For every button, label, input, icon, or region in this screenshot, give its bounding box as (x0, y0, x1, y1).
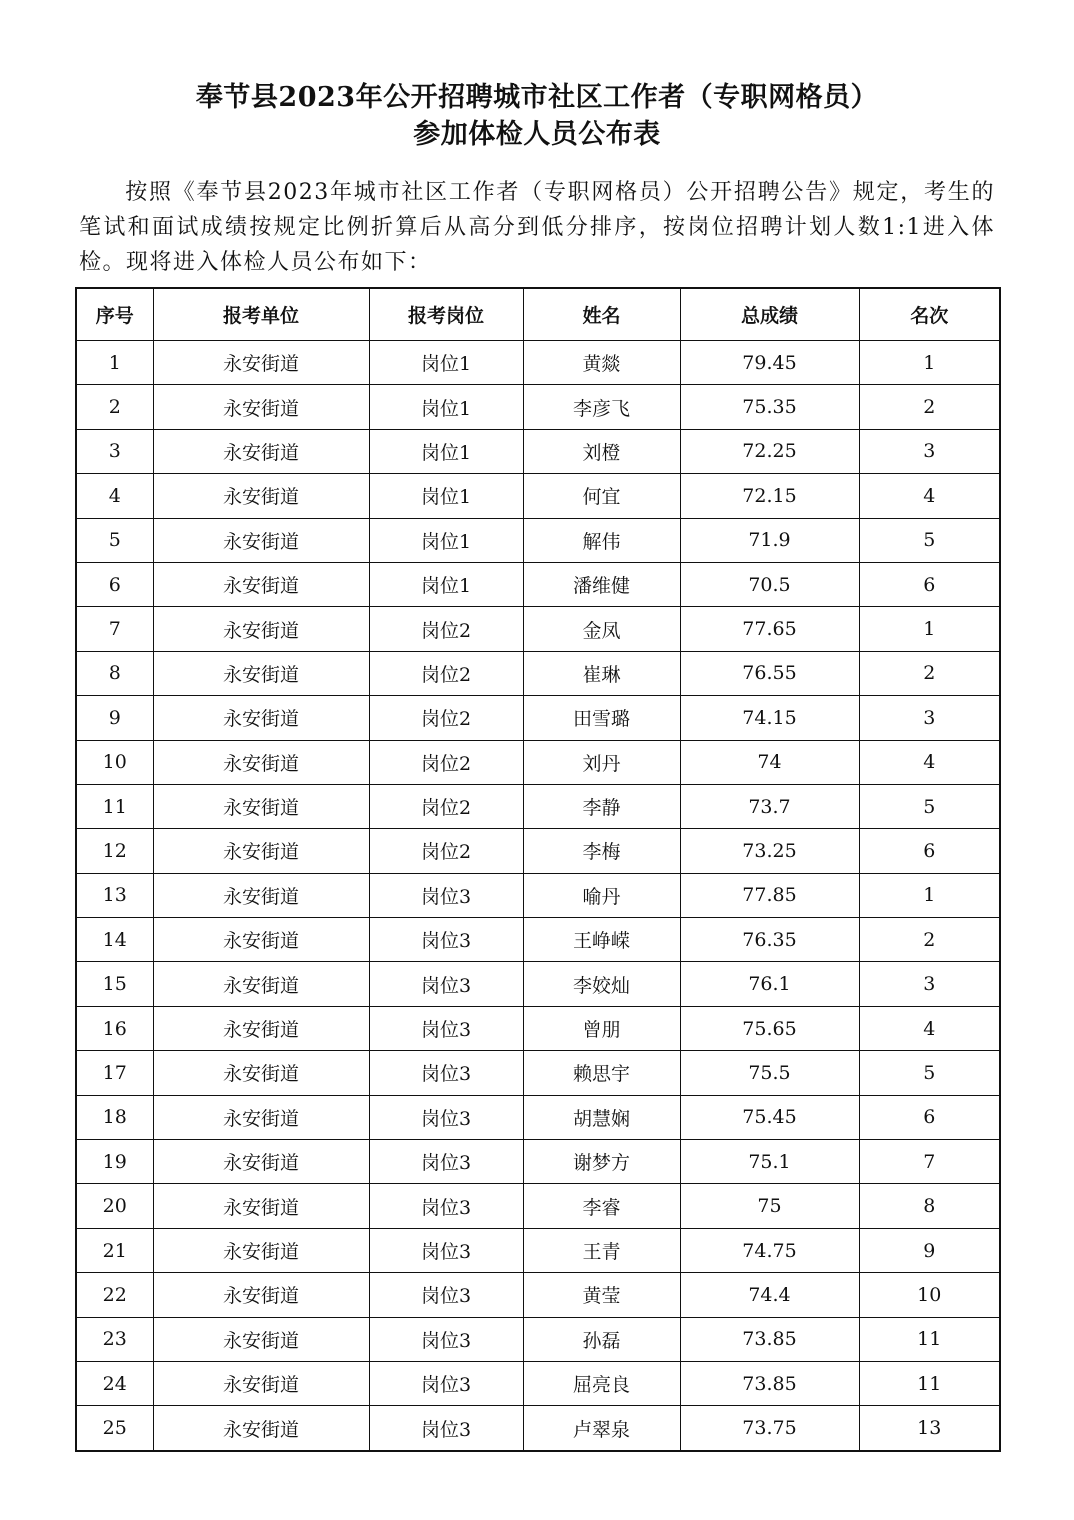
cell-score: 74.75 (680, 1228, 859, 1272)
cell-score: 74.4 (680, 1273, 859, 1317)
cell-unit: 永安街道 (153, 784, 369, 828)
cell-unit: 永安街道 (153, 1228, 369, 1272)
header-rank: 名次 (859, 288, 1000, 341)
cell-seq: 15 (76, 962, 153, 1006)
cell-unit: 永安街道 (153, 341, 369, 385)
table-row (76, 1184, 1000, 1228)
cell-rank: 9 (859, 1228, 1000, 1272)
cell-score: 73.85 (680, 1317, 859, 1361)
cell-name: 喻丹 (523, 873, 680, 917)
cell-score: 75.35 (680, 385, 859, 429)
table-row (76, 1273, 1000, 1317)
table-row (76, 1361, 1000, 1405)
cell-rank: 4 (859, 1006, 1000, 1050)
cell-name: 李睿 (523, 1184, 680, 1228)
cell-position: 岗位3 (369, 1406, 523, 1451)
table-row (76, 740, 1000, 784)
cell-name: 刘橙 (523, 429, 680, 473)
cell-unit: 永安街道 (153, 1317, 369, 1361)
intro-text: 按照《奉节县2023年城市社区工作者（专职网格员）公开招聘公告》规定，考生的笔试和面试成绩按规定比例折算后从高分到低分排序，按岗位招聘计划人数1:1进入体检。现将进入体检人员公布如下： (79, 180, 995, 275)
table-row (76, 784, 1000, 828)
cell-rank: 4 (859, 474, 1000, 518)
cell-seq: 21 (76, 1228, 153, 1272)
cell-position: 岗位2 (369, 829, 523, 873)
cell-position: 岗位1 (369, 474, 523, 518)
table-row (76, 1406, 1000, 1451)
cell-position: 岗位1 (369, 341, 523, 385)
cell-score: 75.1 (680, 1140, 859, 1184)
cell-score: 77.85 (680, 873, 859, 917)
header-position: 报考岗位 (369, 288, 523, 341)
cell-seq: 6 (76, 562, 153, 606)
cell-rank: 8 (859, 1184, 1000, 1228)
cell-seq: 11 (76, 784, 153, 828)
cell-seq: 5 (76, 518, 153, 562)
table-row (76, 651, 1000, 695)
cell-rank: 7 (859, 1140, 1000, 1184)
cell-score: 75.45 (680, 1095, 859, 1139)
cell-seq: 2 (76, 385, 153, 429)
header-name: 姓名 (523, 288, 680, 341)
cell-name: 李梅 (523, 829, 680, 873)
cell-position: 岗位3 (369, 918, 523, 962)
cell-score: 73.75 (680, 1406, 859, 1451)
cell-score: 77.65 (680, 607, 859, 651)
cell-name: 解伟 (523, 518, 680, 562)
cell-name: 崔琳 (523, 651, 680, 695)
table-row (76, 1051, 1000, 1095)
cell-position: 岗位3 (369, 1184, 523, 1228)
cell-position: 岗位3 (369, 1273, 523, 1317)
cell-position: 岗位2 (369, 696, 523, 740)
cell-name: 曾朋 (523, 1006, 680, 1050)
cell-seq: 1 (76, 341, 153, 385)
page-subtitle: 参加体检人员公布表 (413, 119, 661, 150)
cell-seq: 8 (76, 651, 153, 695)
cell-score: 70.5 (680, 562, 859, 606)
cell-seq: 20 (76, 1184, 153, 1228)
table-row (76, 474, 1000, 518)
cell-position: 岗位1 (369, 429, 523, 473)
cell-seq: 17 (76, 1051, 153, 1095)
cell-position: 岗位2 (369, 651, 523, 695)
cell-unit: 永安街道 (153, 1006, 369, 1050)
cell-name: 王峥嵘 (523, 918, 680, 962)
cell-score: 71.9 (680, 518, 859, 562)
cell-unit: 永安街道 (153, 1361, 369, 1405)
cell-seq: 4 (76, 474, 153, 518)
cell-unit: 永安街道 (153, 607, 369, 651)
table-body (76, 341, 1000, 1451)
cell-position: 岗位3 (369, 873, 523, 917)
cell-score: 75.5 (680, 1051, 859, 1095)
cell-unit: 永安街道 (153, 696, 369, 740)
cell-position: 岗位3 (369, 1317, 523, 1361)
table-row (76, 918, 1000, 962)
cell-name: 屈亮良 (523, 1361, 680, 1405)
cell-name: 李彦飞 (523, 385, 680, 429)
cell-name: 谢梦方 (523, 1140, 680, 1184)
intro-paragraph (79, 175, 995, 280)
cell-seq: 13 (76, 873, 153, 917)
cell-unit: 永安街道 (153, 918, 369, 962)
cell-score: 74.15 (680, 696, 859, 740)
table-header-row (76, 288, 1000, 341)
cell-name: 潘维健 (523, 562, 680, 606)
cell-position: 岗位2 (369, 784, 523, 828)
table-row (76, 873, 1000, 917)
cell-score: 74 (680, 740, 859, 784)
cell-seq: 7 (76, 607, 153, 651)
table-row (76, 429, 1000, 473)
results-table (75, 287, 1001, 1452)
cell-unit: 永安街道 (153, 429, 369, 473)
cell-unit: 永安街道 (153, 873, 369, 917)
cell-rank: 1 (859, 607, 1000, 651)
cell-unit: 永安街道 (153, 1140, 369, 1184)
cell-rank: 3 (859, 429, 1000, 473)
cell-name: 王青 (523, 1228, 680, 1272)
table-row (76, 1140, 1000, 1184)
cell-seq: 12 (76, 829, 153, 873)
cell-seq: 14 (76, 918, 153, 962)
cell-rank: 1 (859, 341, 1000, 385)
cell-name: 金凤 (523, 607, 680, 651)
cell-seq: 19 (76, 1140, 153, 1184)
header-score: 总成绩 (680, 288, 859, 341)
cell-rank: 4 (859, 740, 1000, 784)
cell-unit: 永安街道 (153, 385, 369, 429)
cell-rank: 11 (859, 1361, 1000, 1405)
cell-unit: 永安街道 (153, 1095, 369, 1139)
cell-position: 岗位3 (369, 962, 523, 1006)
cell-unit: 永安街道 (153, 829, 369, 873)
cell-name: 刘丹 (523, 740, 680, 784)
cell-seq: 9 (76, 696, 153, 740)
cell-seq: 25 (76, 1406, 153, 1451)
cell-position: 岗位1 (369, 562, 523, 606)
cell-unit: 永安街道 (153, 740, 369, 784)
cell-score: 72.15 (680, 474, 859, 518)
cell-seq: 18 (76, 1095, 153, 1139)
cell-rank: 3 (859, 962, 1000, 1006)
table-row (76, 696, 1000, 740)
cell-unit: 永安街道 (153, 1184, 369, 1228)
cell-unit: 永安街道 (153, 1051, 369, 1095)
cell-name: 孙磊 (523, 1317, 680, 1361)
table-row (76, 1317, 1000, 1361)
cell-name: 黄莹 (523, 1273, 680, 1317)
cell-score: 76.1 (680, 962, 859, 1006)
cell-name: 李静 (523, 784, 680, 828)
table-row (76, 385, 1000, 429)
cell-rank: 6 (859, 562, 1000, 606)
cell-score: 73.25 (680, 829, 859, 873)
cell-score: 72.25 (680, 429, 859, 473)
cell-seq: 23 (76, 1317, 153, 1361)
header-seq: 序号 (76, 288, 153, 341)
cell-position: 岗位2 (369, 740, 523, 784)
table-row (76, 1228, 1000, 1272)
cell-name: 何宜 (523, 474, 680, 518)
cell-score: 76.35 (680, 918, 859, 962)
cell-rank: 11 (859, 1317, 1000, 1361)
cell-rank: 5 (859, 784, 1000, 828)
cell-position: 岗位3 (369, 1095, 523, 1139)
cell-rank: 2 (859, 918, 1000, 962)
cell-rank: 1 (859, 873, 1000, 917)
cell-seq: 16 (76, 1006, 153, 1050)
cell-rank: 2 (859, 651, 1000, 695)
cell-seq: 3 (76, 429, 153, 473)
table-row (76, 562, 1000, 606)
cell-position: 岗位3 (369, 1228, 523, 1272)
cell-name: 田雪璐 (523, 696, 680, 740)
cell-rank: 6 (859, 829, 1000, 873)
cell-name: 卢翠泉 (523, 1406, 680, 1451)
cell-rank: 2 (859, 385, 1000, 429)
cell-seq: 10 (76, 740, 153, 784)
cell-position: 岗位1 (369, 385, 523, 429)
cell-rank: 13 (859, 1406, 1000, 1451)
cell-seq: 22 (76, 1273, 153, 1317)
cell-position: 岗位3 (369, 1051, 523, 1095)
table-row (76, 1006, 1000, 1050)
cell-position: 岗位1 (369, 518, 523, 562)
cell-position: 岗位3 (369, 1140, 523, 1184)
table-row (76, 962, 1000, 1006)
cell-position: 岗位3 (369, 1361, 523, 1405)
cell-rank: 5 (859, 1051, 1000, 1095)
cell-score: 73.7 (680, 784, 859, 828)
cell-position: 岗位2 (369, 607, 523, 651)
cell-unit: 永安街道 (153, 562, 369, 606)
cell-unit: 永安街道 (153, 1273, 369, 1317)
page-title: 奉节县2023年公开招聘城市社区工作者（专职网格员） (195, 82, 879, 113)
cell-score: 73.85 (680, 1361, 859, 1405)
header-unit: 报考单位 (153, 288, 369, 341)
cell-unit: 永安街道 (153, 518, 369, 562)
cell-rank: 3 (859, 696, 1000, 740)
table-row (76, 518, 1000, 562)
cell-name: 胡慧娴 (523, 1095, 680, 1139)
cell-rank: 6 (859, 1095, 1000, 1139)
cell-unit: 永安街道 (153, 962, 369, 1006)
cell-unit: 永安街道 (153, 1406, 369, 1451)
cell-score: 75.65 (680, 1006, 859, 1050)
cell-unit: 永安街道 (153, 651, 369, 695)
cell-name: 赖思宇 (523, 1051, 680, 1095)
cell-name: 李姣灿 (523, 962, 680, 1006)
cell-score: 79.45 (680, 341, 859, 385)
table-row (76, 1095, 1000, 1139)
cell-score: 75 (680, 1184, 859, 1228)
table-row (76, 829, 1000, 873)
cell-unit: 永安街道 (153, 474, 369, 518)
cell-seq: 24 (76, 1361, 153, 1405)
cell-score: 76.55 (680, 651, 859, 695)
cell-position: 岗位3 (369, 1006, 523, 1050)
cell-rank: 5 (859, 518, 1000, 562)
table-row (76, 341, 1000, 385)
cell-rank: 10 (859, 1273, 1000, 1317)
table-row (76, 607, 1000, 651)
cell-name: 黄燚 (523, 341, 680, 385)
